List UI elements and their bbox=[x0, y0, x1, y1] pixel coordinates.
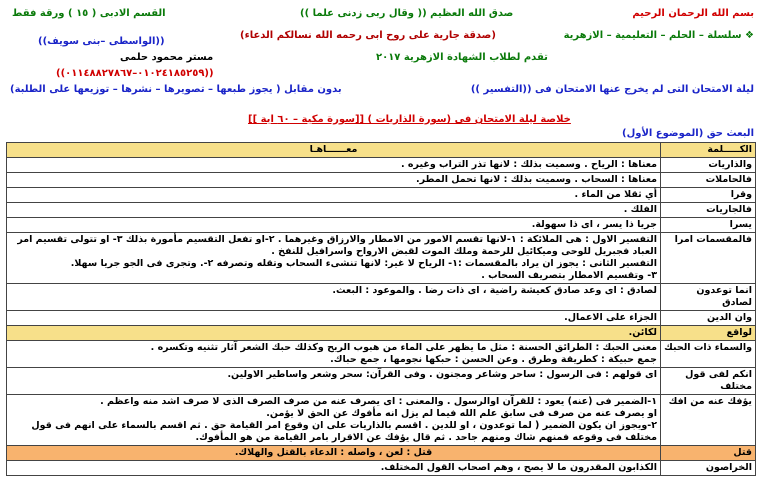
topic-title: (الموضوع الأول) البعث حق bbox=[621, 128, 754, 139]
table-row bbox=[7, 461, 756, 476]
meaning-line: او يصرف عنه من صرف فى سابق علم الله فيما لم يزل انه مأفوك عن الحق لا يؤمن. bbox=[266, 408, 657, 419]
table-row bbox=[7, 188, 756, 203]
row-meaning bbox=[7, 188, 661, 203]
table-row bbox=[7, 311, 756, 326]
table-row bbox=[7, 203, 756, 218]
series-line bbox=[564, 30, 754, 41]
highlight-row bbox=[7, 446, 756, 461]
row-word: فالمقسمات امرا bbox=[661, 233, 756, 284]
row-word: فالحاملات bbox=[661, 173, 756, 188]
vocabulary-table bbox=[6, 142, 756, 476]
verse: (( وقال ربى زدنى علما )) صدق الله العظيم bbox=[300, 8, 514, 19]
meaning-line: التفسير الاول : هى الملائكة : ١-لانها تقسم الامور من الامطار والارزاق وغيرهما . ٢-او تفعل التقسيم مأمورة بذلك ٣- او تتولى تقسيم امر bbox=[17, 234, 657, 245]
row-meaning: الكذابون المقدرون ما لا يصح ، وهم اصحاب القول المختلف. bbox=[7, 461, 661, 476]
row-word: انما توعدون لصادق bbox=[661, 284, 756, 311]
row-meaning bbox=[7, 218, 661, 233]
meaning-line: ١-الضمير فى (عنه) يعود : للقرآن اوالرسول . والمعنى : اى يصرف عنه من صرف الصرف الذى لا صرف اشد منه واعظم . bbox=[100, 396, 657, 407]
charity-note: (صدقة جارية على روح ابى رحمه الله نسالكم الدعاء) bbox=[240, 30, 496, 41]
table-row bbox=[7, 341, 756, 368]
table-row bbox=[7, 158, 756, 173]
meaning-line: لصادق : اى وعد صادق كعيشة راضية ، اى ذات رضا . والموعود : البعث. bbox=[332, 285, 657, 296]
phone-numbers: ((٠١٠٢٤١٨٥٢٥٩–٠١١٤٨٨٢٧٨٦٧)) bbox=[56, 68, 214, 79]
summary-title: خلاصة ليلة الامتحان فى (سورة الذاريات ) [[سورة مكية – ٦٠ اية ]] bbox=[248, 114, 571, 125]
meaning-line: معناها : الرياح . وسميت بذلك : لانها تذر التراب وغيره . bbox=[401, 159, 657, 170]
teacher-name: مستر محمود حلمى bbox=[120, 52, 214, 63]
row-word: والذاريات bbox=[661, 158, 756, 173]
meaning-line: ٢-ويجوز ان يكون الضمير ( لما توعدون ، او للدين . اقسم بالذاريات على ان وقوع امر القيامة حق . ثم اقسم بالسماء على انهم فى قول bbox=[31, 420, 657, 431]
basmala: بسم الله الرحمان الرحيم bbox=[632, 8, 754, 19]
row-meaning bbox=[7, 173, 661, 188]
meaning-line: معناها : السحاب . وسميت بذلك : لانها تحمل المطر. bbox=[416, 174, 657, 185]
row-meaning bbox=[7, 311, 661, 326]
table-header-row bbox=[7, 143, 756, 158]
meaning-line: ٣- وتقسيم الامطار بتصريف السحاب . bbox=[481, 270, 657, 281]
row-meaning bbox=[7, 368, 661, 395]
table-row bbox=[7, 395, 756, 446]
row-word: لواقع bbox=[661, 326, 756, 341]
publisher: ((الواسطى –بنى سويف)) bbox=[38, 36, 165, 47]
row-word: يؤفك عنه من افك bbox=[661, 395, 756, 446]
row-word: يسرا bbox=[661, 218, 756, 233]
meaning-line: الجزاء على الاعمال. bbox=[564, 312, 657, 323]
row-meaning bbox=[7, 284, 661, 311]
row-meaning bbox=[7, 158, 661, 173]
header-word: الكـــــلمة bbox=[661, 143, 756, 158]
rights-note: (يجوز طبعها – تصويرها – نشرها – توزيعها على الطلبة ) بدون مقابل bbox=[10, 84, 342, 95]
row-word: الخراصون bbox=[661, 461, 756, 476]
row-word: انكم لفى قول مختلف bbox=[661, 368, 756, 395]
row-word: فالجاريات bbox=[661, 203, 756, 218]
table-row bbox=[7, 368, 756, 395]
row-meaning bbox=[7, 203, 661, 218]
meaning-line: التفسير الثانى : يجوز ان يراد بالمقسمات :١- الرياح لا غير: لانها تنشىء السحاب وتقله وتصرفه ٢-. وتجرى فى الجو جريا سهلا. bbox=[70, 258, 657, 269]
row-meaning: قتل : لعن ، واصله : الدعاء بالقتل والهلاك. bbox=[7, 446, 661, 461]
row-meaning bbox=[7, 341, 661, 368]
table-row bbox=[7, 233, 756, 284]
row-word: وقرا bbox=[661, 188, 756, 203]
highlight-row bbox=[7, 326, 756, 341]
row-meaning bbox=[7, 233, 661, 284]
meaning-line: جمع حبيكة : كطريقة وطرق . وعن الحسن : حبكها نجومها ، جمع حباك. bbox=[330, 354, 657, 365]
meaning-line: العباد فجبريل للوحى وميكائيل للرحمة وملك الموت لقبض الارواح واسرافيل للنفخ . bbox=[271, 246, 657, 257]
table-row bbox=[7, 218, 756, 233]
meaning-line: أي ثقلا من الماء . bbox=[574, 189, 657, 200]
table-row bbox=[7, 173, 756, 188]
offer-line: تقدم لطلاب الشهادة الازهرية ٢٠١٧ bbox=[376, 52, 548, 63]
row-word: والسماء ذات الحبك bbox=[661, 341, 756, 368]
diamond-icon: ❖ bbox=[745, 30, 754, 41]
meaning-line: الفلك . bbox=[623, 204, 657, 215]
night-title: ليلة الامتحان التى لم يخرج عنها الامتحان فى ((التفسير )) bbox=[470, 84, 754, 95]
meaning-line: جريا ذا يسر ، اى ذا سهولة. bbox=[531, 219, 657, 230]
meaning-line: معنى الحبك : الطرائق الحسنة : مثل ما يظهر على الماء من هبوب الريح وكذلك حبك الشعر آثار تثنيه وتكسره . bbox=[150, 342, 657, 353]
row-meaning: لكائن. bbox=[7, 326, 661, 341]
row-word: وان الدين bbox=[661, 311, 756, 326]
meaning-line: مختلف فى وقوعه فمنهم شاك ومنهم جاحد . ثم قال يؤفك عن الاقرار بامر القيامة من هو المأفوك. bbox=[195, 432, 657, 443]
section-label: القسم الادبى ( ١٥ ) ورقة فقط bbox=[12, 8, 166, 19]
table-row bbox=[7, 284, 756, 311]
header-meaning: معــــــاهـا bbox=[7, 143, 661, 158]
meaning-line: اى قولهم : فى الرسول : ساحر وشاعر ومجنون . وفى القرآن: سحر وشعر واساطير الاولين. bbox=[227, 369, 657, 380]
row-meaning bbox=[7, 395, 661, 446]
series-title: سلسلة – الحلم – التعليمية – الازهرية bbox=[563, 30, 742, 41]
row-word: قتل bbox=[661, 446, 756, 461]
